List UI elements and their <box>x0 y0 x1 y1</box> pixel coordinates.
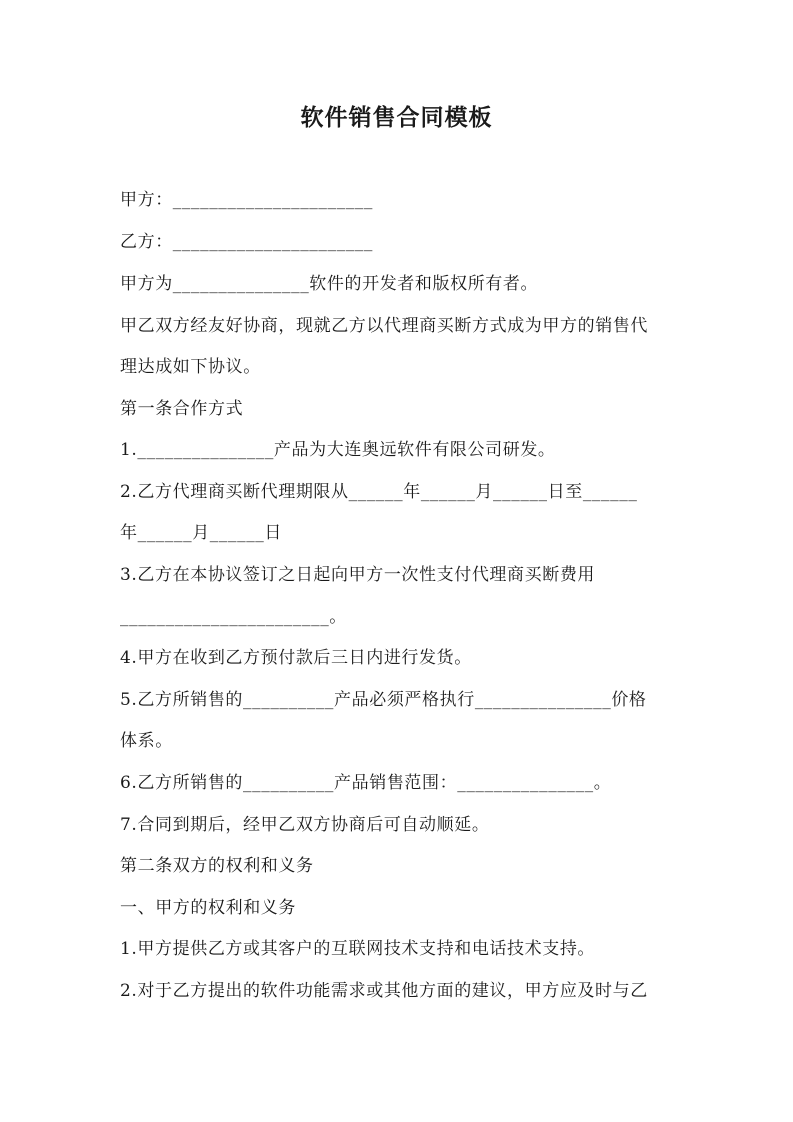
party-b-line: 乙方：______________________ <box>120 232 373 252</box>
clause-line: 5.乙方所销售的__________产品必须严格执行_______________价格 <box>120 690 647 710</box>
paragraph-line: 甲乙双方经友好协商，现就乙方以代理商买断方式成为甲方的销售代 <box>120 316 648 336</box>
clause-line: 2.对于乙方提出的软件功能需求或其他方面的建议，甲方应及时与乙 <box>120 981 648 1001</box>
clause-line: 1.甲方提供乙方或其客户的互联网技术支持和电话技术支持。 <box>120 939 596 959</box>
section-heading: 第一条合作方式 <box>120 399 244 419</box>
clause-line: 3.乙方在本协议签订之日起向甲方一次性支付代理商买断费用 <box>120 565 596 585</box>
clause-line: _______________________。 <box>120 607 347 627</box>
clause-line: 1._______________产品为大连奥远软件有限公司研发。 <box>120 440 556 460</box>
paragraph-line: 理达成如下协议。 <box>120 357 261 377</box>
clause-line: 7.合同到期后，经甲乙双方协商后可自动顺延。 <box>120 815 490 835</box>
clause-line: 2.乙方代理商买断代理期限从______年______月______日至______ <box>120 482 638 502</box>
party-a-line: 甲方：______________________ <box>120 190 373 210</box>
clause-line: 年______月______日 <box>120 523 282 543</box>
clause-line: 体系。 <box>120 731 173 751</box>
clause-line: 4.甲方在收到乙方预付款后三日内进行发货。 <box>120 648 472 668</box>
section-heading: 第二条双方的权利和义务 <box>120 856 314 876</box>
clause-line: 6.乙方所销售的__________产品销售范围：_______________。 <box>120 773 612 793</box>
subsection-heading: 一、甲方的权利和义务 <box>120 898 296 918</box>
document-title: 软件销售合同模板 <box>300 105 493 131</box>
paragraph-line: 甲方为_______________软件的开发者和版权所有者。 <box>120 274 539 294</box>
